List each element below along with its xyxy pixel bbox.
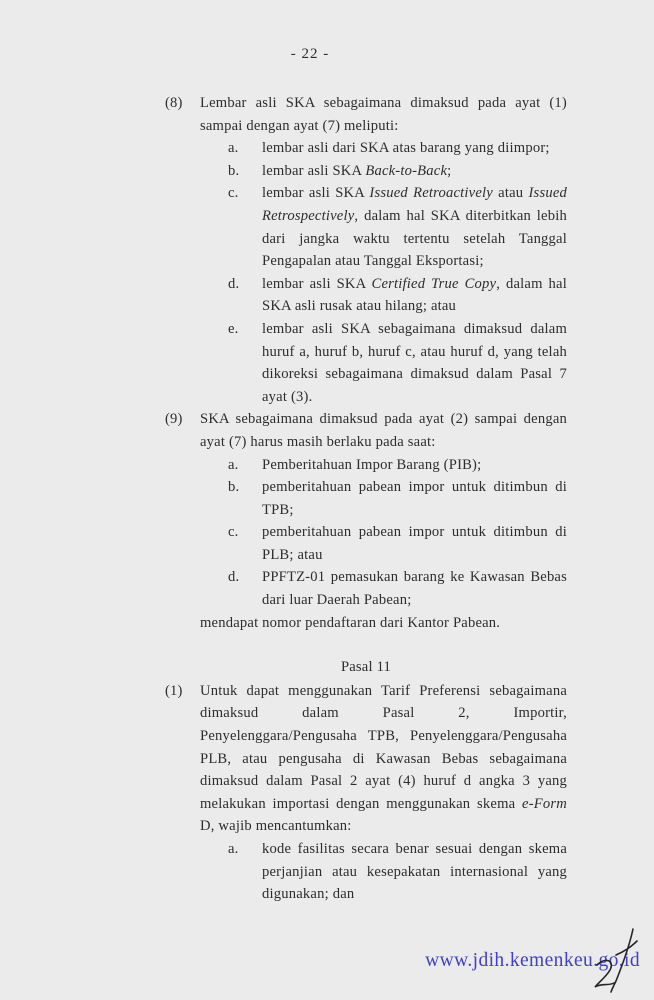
document-body bbox=[165, 92, 567, 906]
sub-item bbox=[200, 273, 567, 318]
sub-item-paragraph bbox=[262, 566, 567, 611]
sub-item-letter: e. bbox=[228, 320, 239, 337]
text-run: Pemberitahuan Impor Barang (PIB); bbox=[262, 456, 482, 473]
sub-item-letter: c. bbox=[228, 524, 239, 541]
sub-item bbox=[200, 838, 567, 906]
clause-paragraph bbox=[200, 92, 567, 137]
clause-body bbox=[200, 92, 567, 408]
sub-item-paragraph bbox=[262, 273, 567, 318]
italic-text-run: e-Form bbox=[522, 795, 567, 812]
text-run: D, wajib mencantumkan: bbox=[200, 818, 352, 835]
italic-text-run: Back-to-Back bbox=[365, 162, 448, 179]
sub-item-paragraph bbox=[262, 318, 567, 408]
text-run: lembar asli SKA bbox=[262, 185, 370, 202]
sub-item-paragraph bbox=[262, 137, 567, 160]
text-run: ; bbox=[447, 162, 452, 179]
sub-item bbox=[200, 476, 567, 521]
text-run: lembar asli SKA bbox=[262, 275, 372, 292]
clause-closing-paragraph bbox=[200, 612, 567, 635]
sub-item-letter: a. bbox=[228, 140, 239, 157]
sub-item bbox=[200, 160, 567, 183]
sub-item-letter: b. bbox=[228, 479, 240, 496]
text-run: PPFTZ-01 pemasukan barang ke Kawasan Bebas dari luar Daerah Pabean; bbox=[262, 569, 567, 609]
sub-item-paragraph bbox=[262, 454, 567, 477]
clause-item bbox=[165, 92, 567, 408]
clause-item bbox=[165, 408, 567, 634]
text-run: pemberitahuan pabean impor untuk ditimbun di PLB; atau bbox=[262, 524, 567, 563]
clause-number: (1) bbox=[165, 682, 183, 699]
text-run: lembar asli dari SKA atas barang yang diimpor; bbox=[262, 140, 550, 157]
clause-body bbox=[200, 408, 567, 634]
text-run: atau bbox=[492, 185, 529, 202]
sub-item bbox=[200, 137, 567, 160]
footer-url: www.jdih.kemenkeu.go.id bbox=[425, 950, 640, 971]
sub-item bbox=[200, 454, 567, 477]
sub-item-letter: d. bbox=[228, 275, 240, 292]
text-run: pemberitahuan pabean impor untuk ditimbun di TPB; bbox=[262, 479, 567, 518]
page-number: - 22 - bbox=[290, 46, 330, 62]
section-heading: Pasal 11 bbox=[340, 659, 392, 676]
text-run: Untuk dapat menggunakan Tarif Preferensi sebagaimana dimaksud dalam Pasal 2, Importir, Penyelenggara/Pengusaha TPB, Penyelenggara/Pengusaha PLB, atau pengusaha di Kawasan Bebas sebagaimana dimaksud dalam Pasal 2 ayat (4) huruf d angka 3 yang melakukan importasi dengan menggunakan skema bbox=[200, 682, 567, 812]
text-run: Lembar asli SKA sebagaimana dimaksud pada ayat (1) sampai dengan ayat (7) meliputi: bbox=[200, 95, 567, 134]
text-run: , dalam hal SKA diterbitkan lebih dari jangka waktu tertentu setelah Tanggal Pengapalan atau Tanggal Eksportasi; bbox=[262, 207, 567, 270]
text-run: lembar asli SKA bbox=[262, 162, 366, 179]
clause-item bbox=[165, 680, 567, 906]
sub-item-letter: a. bbox=[228, 841, 239, 857]
italic-text-run: Certified True Copy bbox=[371, 275, 497, 292]
sub-item-paragraph bbox=[262, 182, 567, 272]
sub-item-letter: c. bbox=[228, 185, 239, 202]
sub-item-paragraph bbox=[262, 160, 567, 183]
sub-item-letter: d. bbox=[228, 569, 240, 586]
text-run: , dalam hal SKA asli rusak atau hilang; atau bbox=[262, 275, 567, 315]
sub-item bbox=[200, 521, 567, 566]
sub-item-letter: a. bbox=[228, 456, 239, 473]
text-run: mendapat nomor pendaftaran dari Kantor Pabean. bbox=[200, 614, 501, 631]
sub-item bbox=[200, 182, 567, 272]
sub-item bbox=[200, 566, 567, 611]
text-run: lembar asli SKA sebagaimana dimaksud dalam huruf a, huruf b, huruf c, atau huruf d, yang telah dikoreksi sebagaimana dimaksud dalam Pasal 7 ayat (3). bbox=[262, 320, 567, 405]
sub-item-letter: b. bbox=[228, 162, 240, 179]
italic-text-run: Issued Retrospectively bbox=[262, 185, 567, 224]
sub-item-paragraph bbox=[262, 476, 567, 521]
italic-text-run: Issued Retroactively bbox=[369, 185, 493, 202]
clause-paragraph bbox=[200, 408, 567, 453]
clause-number: (9) bbox=[165, 411, 183, 428]
sub-item-paragraph bbox=[262, 521, 567, 566]
clause-paragraph bbox=[200, 680, 567, 838]
sub-item-paragraph bbox=[262, 838, 567, 906]
text-run: kode fasilitas secara benar sesuai dengan skema perjanjian atau kesepakatan internasional yang digunakan; dan bbox=[262, 841, 567, 903]
clause-body bbox=[200, 680, 567, 906]
clause-number: (8) bbox=[165, 95, 183, 111]
sub-item bbox=[200, 318, 567, 408]
text-run: SKA sebagaimana dimaksud pada ayat (2) sampai dengan ayat (7) harus masih berlaku pada saat: bbox=[200, 411, 567, 450]
